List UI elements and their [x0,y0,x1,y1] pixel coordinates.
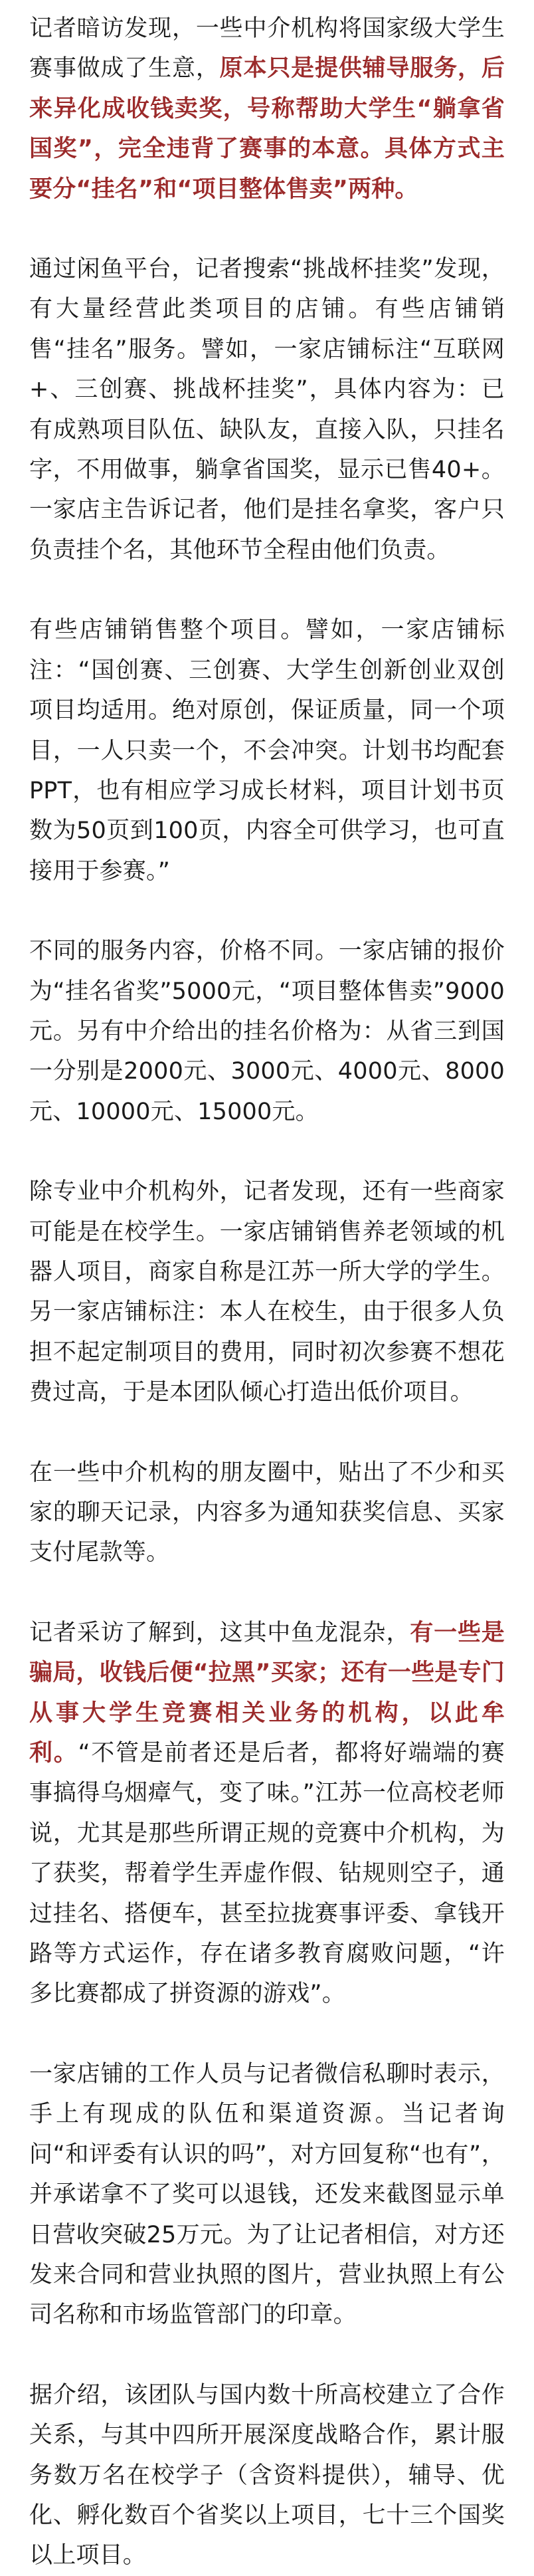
highlighted-text-run: 有一些是骗局，收钱后便“拉黑”买家；还有一些是专门从事大学生竞赛相关业务的机构，以此牟利。 [29,1619,505,1767]
text-run: 有些店铺销售整个项目。譬如，一家店铺标注：“国创赛、三创赛、大学生创新创业双创项目均适用。绝对原创，保证质量，同一个项目，一人只卖一个，不会冲突。计划书均配套PPT，也有相应学习成长材料，项目计划书页数为50页到100页，内容全可供学习，也可直接用于参赛。” [29,617,505,885]
text-run: 据介绍，该团队与国内数十所高校建立了合作关系，与其中四所开展深度战略合作，累计服务数万名在校学子（含资料提供），辅导、优化、孵化数百个省奖以上项目，七十三个国奖以上项目。 [29,2381,505,2569]
paragraph-7 [29,1613,505,2014]
text-run: 不同的服务内容，价格不同。一家店铺的报价为“挂名省奖”5000元，“项目整体售卖”9000元。另有中介给出的挂名价格为：从省三到国一分别是2000元、3000元、4000元、8000元、10000元、15000元。 [29,938,505,1125]
paragraph-4 [29,931,505,1132]
text-run: 在一些中介机构的朋友圈中，贴出了不少和买家的聊天记录，内容多为通知获奖信息、买家支付尾款等。 [29,1459,505,1566]
paragraph-3 [29,610,505,891]
text-run: “不管是前者还是后者，都将好端端的赛事搞得乌烟瘴气，变了味。”江苏一位高校老师说，尤其是那些所谓正规的竞赛中介机构，为了获奖，帮着学生弄虚作假、钻规则空子，通过挂名、搭便车，甚至拉拢赛事评委、拿钱开路等方式运作，存在诸多教育腐败问题，“许多比赛都成了拼资源的游戏”。 [29,1740,505,2008]
paragraph-2 [29,249,505,570]
paragraph-8 [29,2054,505,2335]
paragraph-6 [29,1453,505,1573]
text-run: 记者暗访发现，一些中介机构将国家级大学生赛事做成了生意， [29,15,505,82]
text-run: 记者采访了解到，这其中鱼龙混杂， [29,1619,410,1646]
text-run: 一家店铺的工作人员与记者微信私聊时表示，手上有现成的队伍和渠道资源。当记者询问“和评委有认识的吗”，对方回复称“也有”，并承诺拿不了奖可以退钱，还发来截图显示单日营收突破25万元。为了让记者相信，对方还发来合同和营业执照的图片，营业执照上有公司名称和市场监管部门的印章。 [29,2060,505,2329]
paragraph-1 [29,9,505,209]
paragraph-9 [29,2375,505,2576]
text-run: 通过闲鱼平台，记者搜索“挑战杯挂奖”发现，有大量经营此类项目的店铺。有些店铺销售“挂名”服务。譬如，一家店铺标注“互联网+、三创赛、挑战杯挂奖”，具体内容为：已有成熟项目队伍、缺队友，直接入队，只挂名字，不用做事，躺拿省国奖，显示已售40+。一家店主告诉记者，他们是挂名拿奖，客户只负责挂个名，其他环节全程由他们负责。 [29,256,505,564]
text-run: 除专业中介机构外，记者发现，还有一些商家可能是在校学生。一家店铺销售养老领域的机器人项目，商家自称是江苏一所大学的学生。另一家店铺标注：本人在校生，由于很多人负担不起定制项目的费用，同时初次参赛不想花费过高，于是本团队倾心打造出低价项目。 [29,1178,505,1406]
paragraph-5 [29,1172,505,1412]
highlighted-text-run: 原本只是提供辅导服务，后来异化成收钱卖奖，号称帮助大学生“躺拿省国奖”，完全违背了赛事的本意。具体方式主要分“挂名”和“项目整体售卖”两种。 [29,55,505,203]
